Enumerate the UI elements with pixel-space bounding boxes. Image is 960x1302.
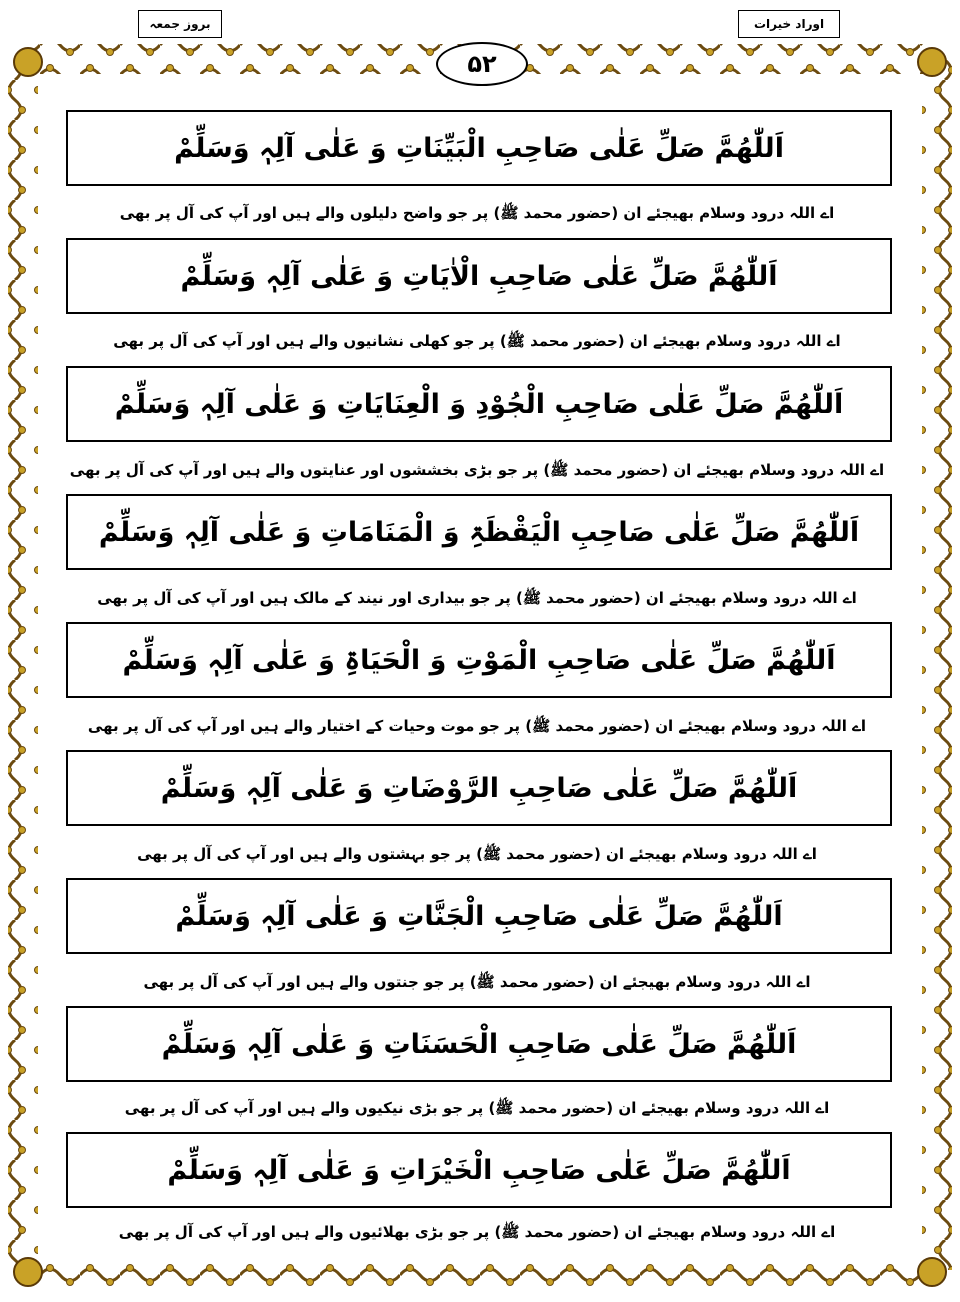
arabic-durood-box: اَللّٰھُمَّ صَلِّ عَلٰی صَاحِبِ الْجُوْدِ وَ الْعِنَایَاتِ وَ عَلٰی آلِہٖ وَسَلِّمْ bbox=[66, 366, 892, 442]
urdu-translation: اے اللہ درود وسلام بھیجئے ان (حضور محمد ﷺ) پر جو موت وحیات کے اختیار والے ہیں اور آپ کی آل پر بھی bbox=[87, 717, 867, 735]
urdu-translation: اے اللہ درود وسلام بھیجئے ان (حضور محمد ﷺ) پر جو بیداری اور نیند کے مالک ہیں اور آپ کی آل پر بھی bbox=[97, 589, 857, 607]
arabic-durood-box: اَللّٰھُمَّ صَلِّ عَلٰی صَاحِبِ الْمَوْتِ وَ الْحَیَاۃِ وَ عَلٰی آلِہٖ وَسَلِّمْ bbox=[66, 622, 892, 698]
day-label: بروز جمعہ bbox=[138, 10, 222, 38]
arabic-durood-box: اَللّٰھُمَّ صَلِّ عَلٰی صَاحِبِ الرَّوْضَاتِ وَ عَلٰی آلِہٖ وَسَلِّمْ bbox=[66, 750, 892, 826]
urdu-translation: اے اللہ درود وسلام بھیجئے ان (حضور محمد ﷺ) پر جو کھلی نشانیوں والے ہیں اور آپ کی آل پر بھی bbox=[113, 332, 841, 350]
arabic-durood-box: اَللّٰھُمَّ صَلِّ عَلٰی صَاحِبِ الْخَیْرَاتِ وَ عَلٰی آلِہٖ وَسَلِّمْ bbox=[66, 1132, 892, 1208]
urdu-translation: اے اللہ درود وسلام بھیجئے ان (حضور محمد ﷺ) پر جو بڑی بخششوں اور عنایتوں والے ہیں اور آپ کی آل پر بھی bbox=[69, 461, 885, 479]
arabic-durood-box: اَللّٰھُمَّ صَلِّ عَلٰی صَاحِبِ الْیَقْظَۃِ وَ الْمَنَامَاتِ وَ عَلٰی آلِہٖ وَسَلِّمْ bbox=[66, 494, 892, 570]
urdu-translation: اے اللہ درود وسلام بھیجئے ان (حضور محمد ﷺ) پر جو بڑی نیکیوں والے ہیں اور آپ کی آل پر بھی bbox=[124, 1099, 830, 1117]
urdu-translation: اے اللہ درود وسلام بھیجئے ان (حضور محمد ﷺ) پر جو جنتوں والے ہیں اور آپ کی آل پر بھی bbox=[143, 973, 811, 991]
page-number: ۵۲ bbox=[436, 42, 528, 86]
arabic-durood-box: اَللّٰھُمَّ صَلِّ عَلٰی صَاحِبِ الْحَسَنَاتِ وَ عَلٰی آلِہٖ وَسَلِّمْ bbox=[66, 1006, 892, 1082]
arabic-durood-box: اَللّٰھُمَّ صَلِّ عَلٰی صَاحِبِ الْاٰیَاتِ وَ عَلٰی آلِہٖ وَسَلِّمْ bbox=[66, 238, 892, 314]
urdu-translation: اے اللہ درود وسلام بھیجئے ان (حضور محمد ﷺ) پر جو بڑی بھلائیوں والے ہیں اور آپ کی آل پر بھی bbox=[118, 1223, 836, 1241]
urdu-translation: اے اللہ درود وسلام بھیجئے ان (حضور محمد ﷺ) پر جو بہشتوں والے ہیں اور آپ کی آل پر بھی bbox=[137, 845, 817, 863]
arabic-durood-box: اَللّٰھُمَّ صَلِّ عَلٰی صَاحِبِ الْبَیِّنَاتِ وَ عَلٰی آلِہٖ وَسَلِّمْ bbox=[66, 110, 892, 186]
book-title-label: اوراد خیرات bbox=[738, 10, 840, 38]
arabic-durood-box: اَللّٰھُمَّ صَلِّ عَلٰی صَاحِبِ الْجَنَّاتِ وَ عَلٰی آلِہٖ وَسَلِّمْ bbox=[66, 878, 892, 954]
urdu-translation: اے اللہ درود وسلام بھیجئے ان (حضور محمد ﷺ) پر جو واضح دلیلوں والے ہیں اور آپ کی آل پر بھی bbox=[119, 204, 835, 222]
